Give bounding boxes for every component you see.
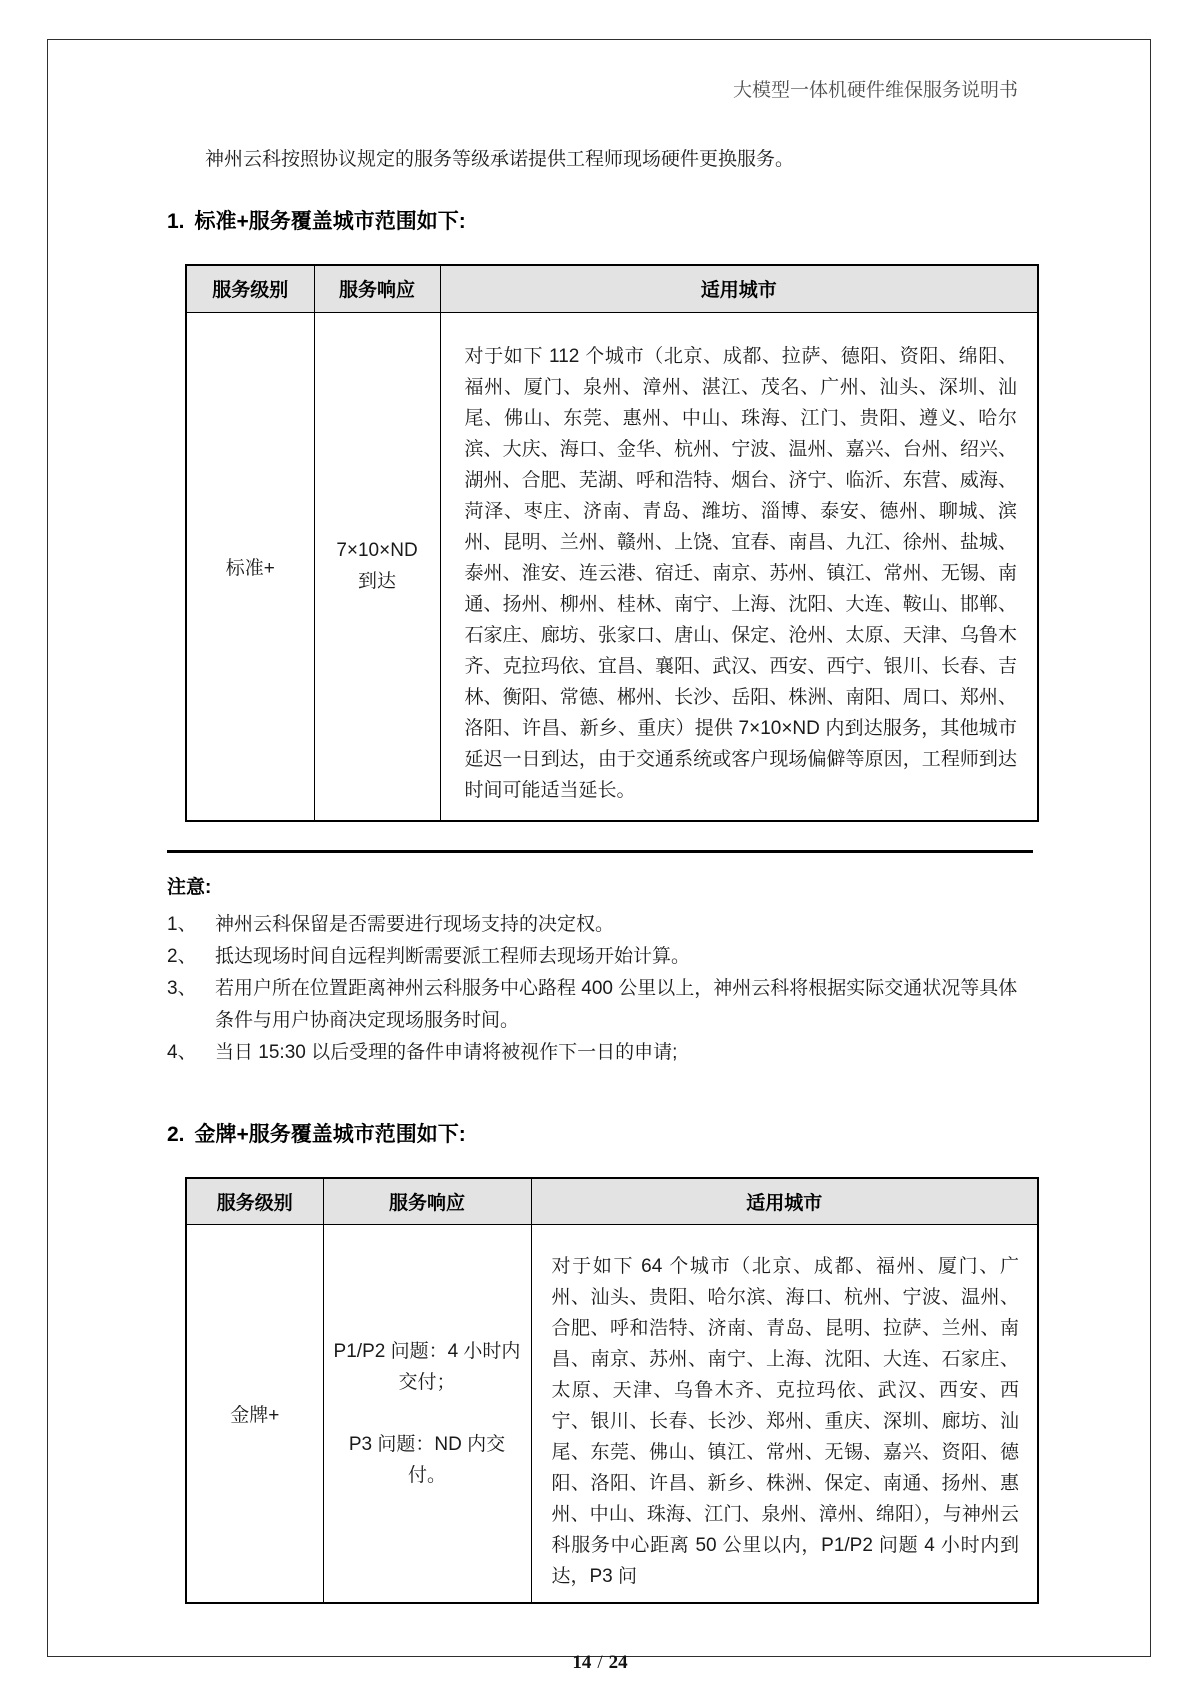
- table-header-row: [186, 265, 1038, 312]
- service-level-cell: 金牌+: [186, 1225, 323, 1604]
- list-item: [167, 973, 1033, 1037]
- service-response-cell: [314, 312, 440, 821]
- service-response-cell: [323, 1225, 531, 1604]
- section-1-title: 标准+服务覆盖城市范围如下:: [194, 210, 466, 233]
- document-header-title: 大模型一体机硬件维保服务说明书: [732, 80, 1018, 101]
- applicable-cities-cell: 对于如下 64 个城市（北京、成都、福州、厦门、广州、汕头、贵阳、哈尔滨、海口、杭州、宁波、温州、合肥、呼和浩特、济南、青岛、昆明、拉萨、兰州、南昌、南京、苏州、南宁、上海、沈阳、大连、石家庄、太原、天津、乌鲁木齐、克拉玛依、武汉、西安、西宁、银川、长春、长沙、郑州、重庆、深圳、廊坊、汕尾、东莞、佛山、镇江、常州、无锡、嘉兴、资阳、德阳、洛阳、许昌、新乡、株洲、保定、南通、扬州、惠州、中山、珠海、江门、泉州、漳州、绵阳），与神州云科服务中心距离 50 公里以内，P1/P2 问题 4 小时内到达，P3 问: [531, 1225, 1038, 1604]
- list-item-text: 当日 15:30 以后受理的备件申请将被视作下一日的申请;: [215, 1041, 678, 1063]
- response-line: 7×10×ND: [336, 540, 418, 561]
- list-item-text: 若用户所在位置距离神州云科服务中心路程 400 公里以上，神州云科将根据实际交通状况等具体条件与用户协商决定现场服务时间。: [215, 977, 1018, 1031]
- page-number-total: 24: [608, 1652, 628, 1673]
- list-item-text: 抵达现场时间自远程判断需要派工程师去现场开始计算。: [215, 945, 691, 967]
- list-item: [167, 941, 1033, 973]
- column-header-service-response: 服务响应: [323, 1178, 531, 1225]
- section-1-heading: [167, 208, 1033, 236]
- response-line: P3 问题：ND 内交付。: [348, 1434, 506, 1486]
- column-header-applicable-cities: 适用城市: [440, 265, 1038, 312]
- column-header-applicable-cities: 适用城市: [531, 1178, 1038, 1225]
- applicable-cities-cell: 对于如下 112 个城市（北京、成都、拉萨、德阳、资阳、绵阳、福州、厦门、泉州、漳州、湛江、茂名、广州、汕头、深圳、汕尾、佛山、东莞、惠州、中山、珠海、江门、贵阳、遵义、哈尔滨、大庆、海口、金华、杭州、宁波、温州、嘉兴、台州、绍兴、湖州、合肥、芜湖、呼和浩特、烟台、济宁、临沂、东营、威海、菏泽、枣庄、济南、青岛、潍坊、淄博、泰安、德州、聊城、滨州、昆明、兰州、赣州、上饶、宜春、南昌、九江、徐州、盐城、泰州、淮安、连云港、宿迁、南京、苏州、镇江、常州、无锡、南通、扬州、柳州、桂林、南宁、上海、沈阳、大连、鞍山、邯郸、石家庄、廊坊、张家口、唐山、保定、沧州、太原、天津、乌鲁木齐、克拉玛依、宜昌、襄阳、武汉、西安、西宁、银川、长春、吉林、衡阳、常德、郴州、长沙、岳阳、株洲、南阳、周口、郑州、洛阳、许昌、新乡、重庆）提供 7×10×ND 内到达服务，其他城市延迟一日到达，由于交通系统或客户现场偏僻等原因，工程师到达时间可能适当延长。: [440, 312, 1038, 821]
- list-item: [167, 909, 1033, 941]
- list-item: [167, 1037, 1033, 1069]
- section-1-number: 1.: [167, 210, 185, 233]
- list-item-text: 神州云科保留是否需要进行现场支持的决定权。: [215, 913, 615, 935]
- response-line: 到达: [357, 571, 396, 592]
- section-2-number: 2.: [167, 1122, 185, 1146]
- page-number-current: 14: [572, 1652, 592, 1673]
- list-item-number: 4、: [167, 1041, 197, 1063]
- list-item-number: 3、: [167, 977, 197, 999]
- table-row: [186, 1225, 1038, 1604]
- section-2-title: 金牌+服务覆盖城市范围如下:: [194, 1122, 466, 1146]
- page-number-separator: /: [597, 1652, 603, 1673]
- column-header-service-level: 服务级别: [186, 1178, 323, 1225]
- page-footer: [167, 1650, 1033, 1676]
- column-header-service-response: 服务响应: [314, 265, 440, 312]
- notice-list: [167, 909, 1033, 1069]
- notice-title: 注意:: [167, 876, 212, 898]
- service-level-cell: 标准+: [186, 312, 314, 821]
- column-header-service-level: 服务级别: [186, 265, 314, 312]
- standard-plus-service-table: [185, 264, 1039, 822]
- section-divider-line: [167, 850, 1033, 853]
- table-row: [186, 312, 1038, 821]
- intro-paragraph: 神州云科按照协议规定的服务等级承诺提供工程师现场硬件更换服务。: [205, 149, 795, 170]
- document-content: [167, 0, 1033, 1676]
- section-2-heading: [167, 1121, 1033, 1149]
- list-item-number: 1、: [167, 913, 197, 935]
- response-line: P1/P2 问题：4 小时内交付；: [333, 1341, 521, 1393]
- table-header-row: [186, 1178, 1038, 1225]
- list-item-number: 2、: [167, 945, 197, 967]
- gold-plus-service-table: [185, 1177, 1039, 1605]
